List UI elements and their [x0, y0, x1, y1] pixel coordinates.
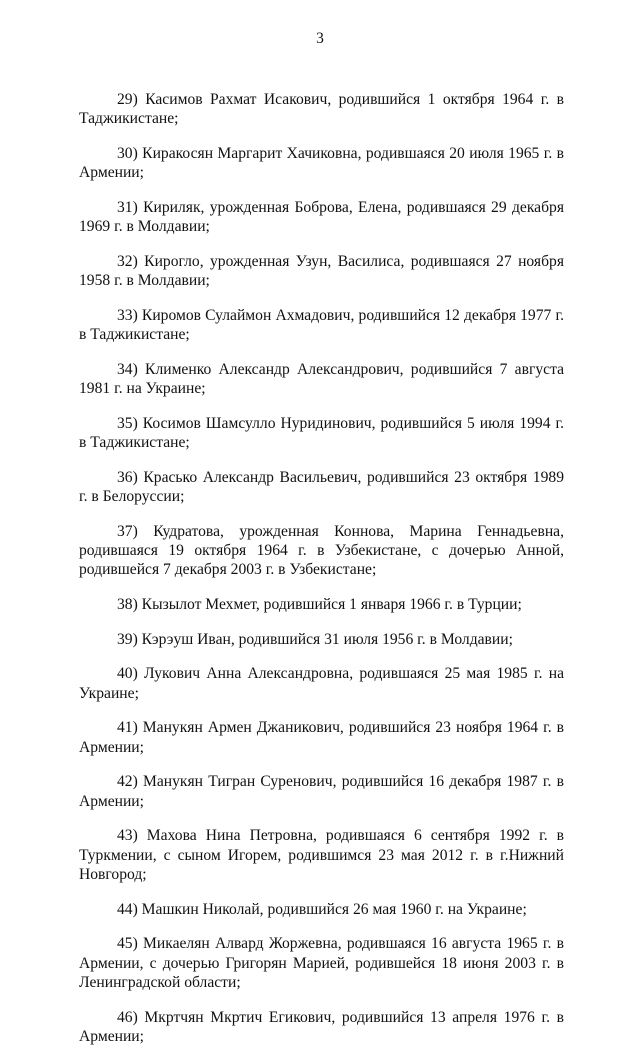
list-item: 37) Кудратова, урожденная Коннова, Марина Геннадьевна, родившаяся 19 октября 1964 г. в Узбекистане, с дочерью Анной, родившейся 7 декабря 2003 г. в Узбекистане; — [79, 522, 564, 578]
list-item: 41) Манукян Армен Джаникович, родившийся 23 ноября 1964 г. в Армении; — [79, 719, 564, 756]
list-item: 36) Красько Александр Васильевич, родившийся 23 октября 1989 г. в Белоруссии; — [79, 468, 564, 505]
list-item: 38) Кызылот Мехмет, родившийся 1 января 1966 г. в Турции; — [117, 595, 522, 613]
list-item: 32) Кирогло, урожденная Узун, Василиса, родившаяся 27 ноября 1958 г. в Молдавии; — [79, 252, 564, 289]
list-item: 43) Махова Нина Петровна, родившаяся 6 сентября 1992 г. в Туркмении, с сыном Игорем, родившимся 23 мая 2012 г. в г.Нижний Новгород; — [79, 827, 564, 883]
list-item: 29) Касимов Рахмат Исакович, родившийся 1 октября 1964 г. в Таджикистане; — [79, 90, 564, 127]
list-item: 45) Микаелян Алвард Жоржевна, родившаяся 16 августа 1965 г. в Армении, с дочерью Григорян Марией, родившейся 18 июня 2003 г. в Ленинградской области; — [79, 935, 564, 991]
list-item: 30) Киракосян Маргарит Хачиковна, родившаяся 20 июля 1965 г. в Армении; — [79, 144, 564, 181]
list-item: 44) Машкин Николай, родившийся 26 мая 1960 г. на Украине; — [117, 900, 527, 918]
list-item: 31) Кириляк, урожденная Боброва, Елена, родившаяся 29 декабря 1969 г. в Молдавии; — [79, 198, 564, 235]
person-list — [79, 74, 564, 1062]
list-item: 40) Лукович Анна Александровна, родившаяся 25 мая 1985 г. на Украине; — [79, 665, 564, 702]
page-number: 3 — [316, 30, 324, 47]
list-item: 42) Манукян Тигран Суренович, родившийся 16 декабря 1987 г. в Армении; — [79, 773, 564, 810]
list-item: 33) Киромов Сулаймон Ахмадович, родившийся 12 декабря 1977 г. в Таджикистане; — [79, 306, 564, 343]
list-item: 39) Кэрэуш Иван, родившийся 31 июля 1956 г. в Молдавии; — [117, 630, 513, 648]
list-item: 46) Мкртчян Мкртич Егикович, родившийся 13 апреля 1976 г. в Армении; — [79, 1008, 564, 1045]
list-item: 35) Косимов Шамсулло Нуридинович, родившийся 5 июля 1994 г. в Таджикистане; — [79, 414, 564, 451]
list-item: 34) Клименко Александр Александрович, родившийся 7 августа 1981 г. на Украине; — [79, 360, 564, 397]
